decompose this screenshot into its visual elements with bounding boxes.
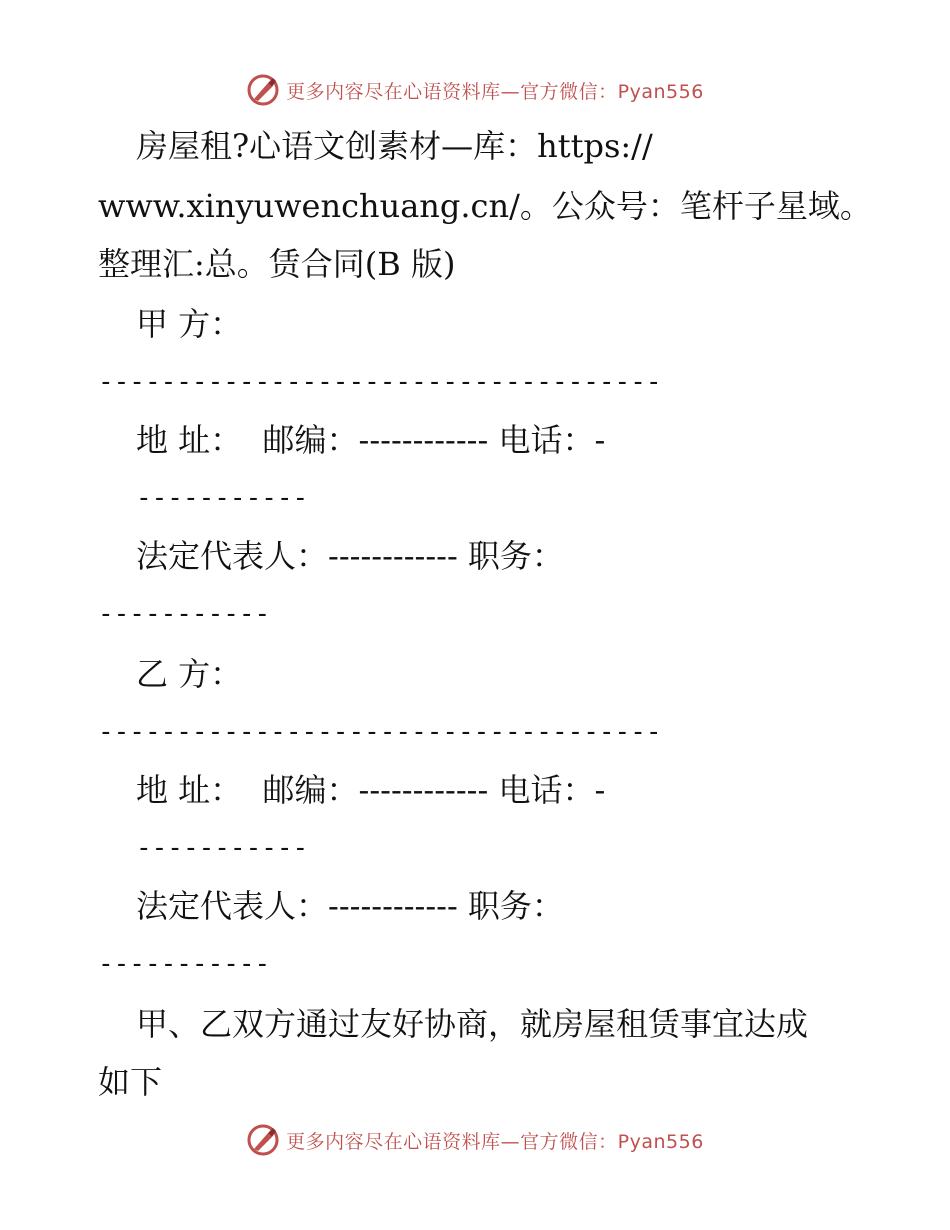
party-a-title-blank: ----------- xyxy=(98,599,271,629)
pen-logo-icon xyxy=(246,73,280,107)
party-b-phone-blank: ----------- xyxy=(136,833,309,863)
agreement-intro-cont: 如下 xyxy=(98,1063,163,1101)
party-b-blank: ------------------------------------ xyxy=(98,717,662,747)
footer-banner xyxy=(0,1120,950,1160)
banner-slogan: 更多内容尽在心语资料库 xyxy=(286,80,501,103)
party-a-address: 地 址： 邮编：------------ 电话：- xyxy=(136,421,606,459)
party-a-phone-blank: ----------- xyxy=(136,483,309,513)
banner-wechat: 官方微信：Pyan556 xyxy=(520,1130,704,1153)
party-b-label: 乙 方： xyxy=(136,655,243,693)
banner-separator: — xyxy=(500,80,521,103)
agreement-intro: 甲、乙双方通过友好协商，就房屋租赁事宜达成 xyxy=(136,1005,809,1043)
doc-line-title-2: www.xinyuwenchuang.cn/。公众号：笔杆子星域。 xyxy=(98,187,872,225)
banner-wechat: 官方微信：Pyan556 xyxy=(520,80,704,103)
header-banner xyxy=(0,70,950,110)
party-a-label: 甲 方： xyxy=(136,305,243,343)
doc-line-title-3: 整理汇:总。赁合同(B 版) xyxy=(98,245,456,283)
banner-separator: — xyxy=(500,1130,521,1153)
party-b-address: 地 址： 邮编：------------ 电话：- xyxy=(136,771,606,809)
party-a-representative: 法定代表人：------------ 职务： xyxy=(136,537,564,575)
doc-line-title-1: 房屋租?心语文创素材—库：https:// xyxy=(136,127,653,165)
party-b-title-blank: ----------- xyxy=(98,949,271,979)
party-a-blank: ------------------------------------ xyxy=(98,367,662,397)
banner-slogan: 更多内容尽在心语资料库 xyxy=(286,1130,501,1153)
party-b-representative: 法定代表人：------------ 职务： xyxy=(136,887,564,925)
pen-logo-icon xyxy=(246,1123,280,1157)
